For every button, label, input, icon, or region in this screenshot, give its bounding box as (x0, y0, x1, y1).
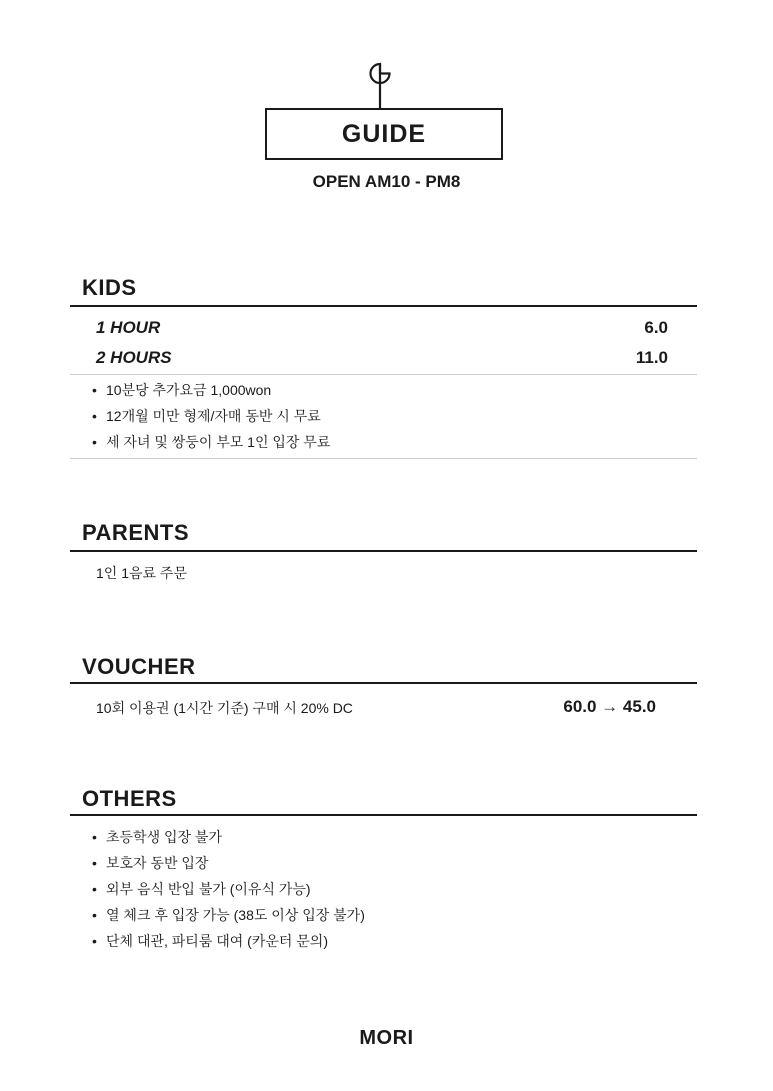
kids-section-title: KIDS (82, 275, 137, 300)
list-item: • 12개월 미만 형제/자매 동반 시 무료 (92, 403, 330, 429)
price-value: 11.0 (635, 348, 668, 367)
voucher-price: 60.0 → 45.0 (563, 697, 656, 716)
list-item: • 세 자녀 및 쌍둥이 부모 1인 입장 무료 (92, 429, 330, 455)
list-item: • 초등학생 입장 불가 (92, 824, 365, 850)
others-notes-list (92, 824, 365, 954)
page-title: GUIDE (341, 119, 427, 148)
list-item: • 10분당 추가요금 1,000won (92, 377, 330, 403)
voucher-rule (70, 682, 697, 684)
list-item: • 외부 음식 반입 불가 (이유식 가능) (92, 876, 365, 902)
kids-price-row (96, 348, 668, 368)
list-item: • 단체 대관, 파티룸 대여 (카운터 문의) (92, 928, 365, 954)
guide-title-box (265, 108, 503, 160)
others-rule (70, 814, 697, 816)
opening-hours: OPEN AM10 - PM8 (312, 172, 461, 191)
parents-section-title: PARENTS (82, 520, 189, 545)
kids-rule (70, 305, 697, 307)
list-item: • 열 체크 후 입장 가능 (38도 이상 입장 불가) (92, 902, 365, 928)
others-section-title: OTHERS (82, 786, 177, 811)
parents-text: 1인 1음료 주문 (96, 565, 187, 581)
kids-bottom-divider (70, 458, 697, 459)
price-value: 6.0 (644, 318, 668, 337)
brand-footer: MORI (359, 1027, 414, 1049)
logo-icon (368, 62, 392, 110)
price-label: 1 HOUR (96, 318, 161, 337)
list-item: • 보호자 동반 입장 (92, 850, 365, 876)
parents-rule (70, 550, 697, 552)
voucher-section-title: VOUCHER (82, 654, 196, 679)
price-label: 2 HOURS (96, 348, 172, 367)
voucher-text: 10회 이용권 (1시간 기준) 구매 시 20% DC (96, 700, 353, 716)
kids-divider (70, 374, 697, 375)
kids-price-row (96, 318, 668, 338)
kids-notes-list (92, 377, 330, 455)
